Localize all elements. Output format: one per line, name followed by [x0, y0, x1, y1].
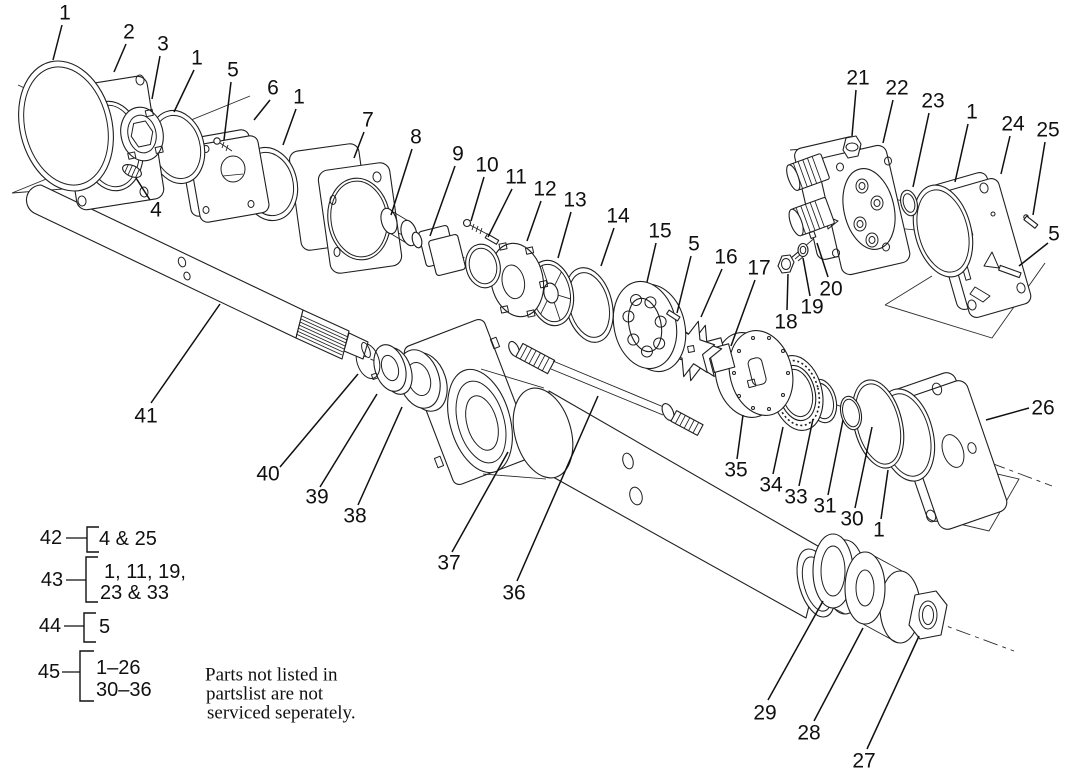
leader-line-19-21	[803, 258, 810, 296]
part-27-shaft-nut	[909, 591, 947, 639]
legend-item-44-0: 5	[99, 616, 111, 638]
leader-line-14-15	[601, 228, 614, 266]
callout-4-7: 4	[150, 198, 162, 222]
callout-33-33: 33	[784, 485, 808, 509]
callout-20-22: 20	[819, 277, 843, 301]
callout-5-4: 5	[227, 58, 239, 82]
callout-18-20: 18	[774, 310, 798, 334]
callout-26-30: 26	[1031, 396, 1055, 420]
callout-5-17: 5	[688, 232, 700, 256]
leader-line-31-34	[828, 420, 843, 495]
legend-num-44: 44	[38, 615, 62, 637]
leader-line-2-1	[114, 44, 126, 72]
callout-13-14: 13	[563, 188, 587, 212]
part-11-pin	[485, 234, 499, 244]
leader-line-1-3	[174, 70, 194, 112]
leader-line-12-13	[527, 201, 541, 241]
callout-27-45: 27	[852, 749, 876, 770]
callout-17-19: 17	[747, 256, 771, 280]
callout-1-6: 1	[293, 85, 305, 109]
callout-35-31: 35	[724, 458, 748, 482]
callout-10-11: 10	[475, 153, 499, 177]
callout-3-2: 3	[157, 32, 169, 56]
callout-39-40: 39	[305, 485, 329, 509]
callout-40-41: 40	[256, 462, 280, 486]
legend-item-42-0: 4 & 25	[99, 528, 157, 550]
callout-30-35: 30	[840, 507, 864, 531]
part-28-bushing	[845, 552, 920, 643]
leader-line-10-11	[471, 177, 484, 221]
part-21-nut	[843, 136, 861, 158]
leader-line-9-10	[430, 166, 455, 236]
leader-line-21-23	[852, 90, 856, 136]
leader-line-35-31	[737, 415, 743, 459]
leader-line-1-36	[881, 470, 888, 519]
callout-11-12: 11	[505, 165, 527, 189]
legend-num-42: 42	[39, 527, 63, 549]
callout-8-9: 8	[410, 125, 422, 149]
leader-line-29-43	[768, 601, 823, 700]
legend-layer	[38, 527, 186, 701]
callout-9-10: 9	[452, 142, 464, 166]
leader-line-13-14	[558, 212, 571, 258]
callout-15-16: 15	[648, 219, 672, 243]
note-line-2: partslist are not	[206, 683, 324, 705]
leader-line-6-5	[254, 100, 270, 120]
callout-29-43: 29	[753, 701, 777, 725]
callout-34-32: 34	[759, 473, 783, 497]
part-10-screw	[464, 220, 488, 235]
callout-22-24: 22	[885, 76, 909, 100]
callout-31-34: 31	[813, 494, 837, 518]
leader-line-38-39	[358, 407, 402, 505]
leader-line-11-12	[488, 189, 512, 237]
part-15-gerotor-ring	[606, 276, 694, 378]
callout-2-1: 2	[123, 20, 135, 44]
leader-line-23-25	[913, 113, 929, 187]
legend-item-45-0: 1–26	[96, 657, 141, 679]
callout-23-25: 23	[921, 89, 945, 113]
callout-1-26: 1	[966, 100, 978, 124]
callout-1-0: 1	[59, 1, 71, 25]
legend-num-45: 45	[37, 661, 61, 683]
note-layer	[205, 665, 356, 724]
note-line-1: Parts not listed in	[205, 664, 338, 686]
callout-24-27: 24	[1001, 112, 1025, 136]
leader-line-27-45	[867, 636, 919, 749]
legend-item-45-1: 30–36	[96, 679, 152, 701]
leader-line-26-30	[986, 408, 1029, 420]
leader-line-40-41	[280, 374, 358, 467]
callout-36-37: 36	[502, 581, 526, 605]
callout-12-13: 12	[533, 177, 557, 201]
leader-line-1-0	[53, 25, 62, 60]
callout-41-42: 41	[134, 404, 158, 428]
leader-line-3-2	[152, 56, 160, 99]
callout-16-18: 16	[714, 245, 738, 269]
legend-bracket-43	[86, 557, 98, 602]
leader-line-24-27	[1001, 136, 1010, 174]
leader-line-5-29	[1019, 243, 1048, 266]
callout-1-36: 1	[873, 518, 885, 542]
legend-item-43-1: 23 & 33	[100, 582, 169, 604]
legend-bracket-42	[87, 527, 99, 552]
part-19-seal-washer	[798, 244, 808, 257]
legend-item-43-0: 1, 11, 19,	[104, 561, 186, 583]
leader-line-28-44	[814, 628, 863, 721]
note-line-3: serviced seperately.	[207, 702, 356, 724]
legend-bracket-45	[80, 651, 94, 701]
callout-21-23: 21	[846, 66, 870, 90]
part-9-coupling-block	[418, 225, 466, 276]
leader-line-22-24	[883, 100, 893, 143]
legend-num-43: 43	[40, 569, 64, 591]
part-25-pin	[1024, 215, 1038, 228]
leader-line-25-28	[1033, 142, 1045, 215]
legend-bracket-44	[84, 613, 96, 642]
leader-line-16-18	[701, 269, 722, 317]
leader-line-1-26	[955, 124, 968, 182]
leader-line-8-9	[391, 149, 412, 215]
leader-line-1-6	[283, 109, 296, 145]
callout-19-21: 19	[800, 295, 824, 319]
leader-line-34-32	[773, 427, 783, 474]
leader-line-41-42	[151, 304, 220, 403]
callout-6-5: 6	[267, 76, 279, 100]
callout-1-3: 1	[191, 46, 203, 70]
callout-37-38: 37	[437, 551, 461, 575]
callout-38-39: 38	[343, 504, 367, 528]
callout-5-29: 5	[1048, 222, 1060, 246]
callout-14-15: 14	[606, 204, 630, 228]
callout-28-44: 28	[797, 721, 821, 745]
callout-7-8: 7	[362, 108, 374, 132]
callout-25-28: 25	[1036, 118, 1060, 142]
leader-line-15-16	[647, 243, 656, 282]
leader-line-18-20	[787, 274, 788, 310]
leader-line-5-17	[677, 256, 691, 313]
